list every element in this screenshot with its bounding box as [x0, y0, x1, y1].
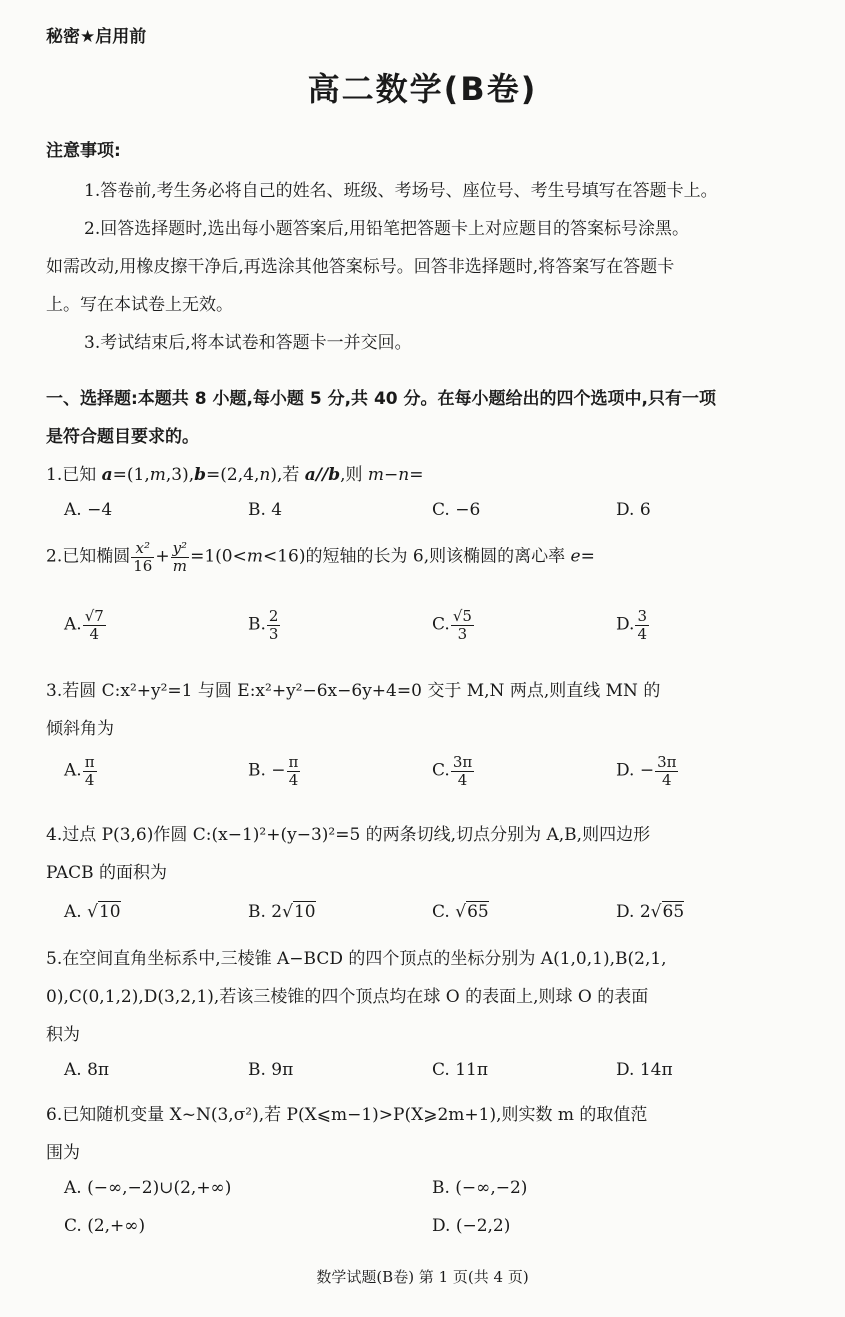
var-m: m [367, 465, 385, 485]
plus: + [155, 546, 170, 567]
q5-option-c: C. 11π [432, 1060, 489, 1080]
option-label: B. − [248, 760, 286, 781]
q1-option-c: C. −6 [432, 500, 481, 520]
q2-option-c [432, 608, 475, 642]
numerator: 3 [637, 607, 647, 625]
sqrt-icon: √ [650, 902, 662, 922]
option-label: C. [432, 614, 450, 635]
q6-option-d: D. (−2,2) [432, 1216, 511, 1236]
q1-option-a: A. −4 [64, 500, 113, 520]
equals: = [580, 546, 595, 567]
parallel-sign: // [315, 465, 329, 485]
notice-item-1: 1.答卷前,考生务必将自己的姓名、班级、考场号、座位号、考生号填写在答题卡上。 [84, 181, 718, 201]
question-5-line-1: 5.在空间直角坐标系中,三棱锥 A−BCD 的四个顶点的坐标分别为 A(1,0,1),B(2,1, [46, 949, 667, 969]
text: ,则 [340, 465, 368, 485]
text: =1(0< [190, 546, 247, 567]
q2-option-d [616, 608, 650, 642]
radicand: 65 [467, 902, 489, 922]
numerator: √5 [452, 607, 472, 625]
radicand: 10 [98, 902, 121, 922]
numerator: π [288, 753, 299, 771]
var-m: m [246, 546, 263, 567]
q4-option-c [432, 902, 489, 922]
notice-item-2-line-1: 2.回答选择题时,选出每小题答案后,用铅笔把答题卡上对应题目的答案标号涂黑。 [84, 219, 690, 239]
option-label: B. [248, 614, 266, 635]
question-5-line-3: 积为 [46, 1025, 80, 1045]
text: 1.已知 [46, 465, 102, 485]
q3-option-c [432, 754, 475, 788]
q6-option-c: C. (2,+∞) [64, 1216, 146, 1236]
numerator: 3π [452, 753, 473, 771]
question-2-stem [46, 540, 595, 574]
q2-option-b [248, 608, 281, 642]
numerator: y² [172, 539, 188, 557]
notice-item-2-line-3: 上。写在本试卷上无效。 [46, 295, 233, 315]
q2-option-a [64, 608, 107, 642]
question-6-line-2: 围为 [46, 1143, 80, 1163]
fraction-y2-m [171, 540, 190, 574]
q3-option-d [616, 754, 679, 788]
page-footer: 数学试题(B卷) 第 1 页(共 4 页) [316, 1268, 529, 1286]
text: ,3), [165, 465, 195, 485]
vector-b: b [328, 465, 341, 485]
numerator: π [84, 753, 95, 771]
option-label: C. [432, 760, 450, 781]
fraction-x2-16 [131, 540, 154, 574]
denominator: 3 [268, 624, 279, 643]
q1-option-b: B. 4 [248, 500, 283, 520]
numerator: x² [131, 540, 154, 558]
notice-item-3: 3.考试结束后,将本试卷和答题卡一并交回。 [84, 333, 412, 353]
denominator: 3 [457, 624, 468, 643]
denominator: 4 [637, 624, 647, 643]
var-e: e [570, 546, 581, 567]
text: =(2,4, [206, 465, 260, 485]
text: ),若 [270, 465, 305, 485]
text: <16)的短轴的长为 6,则该椭圆的离心率 [262, 546, 571, 567]
q6-option-b: B. (−∞,−2) [432, 1178, 528, 1198]
text: =(1, [112, 465, 150, 485]
denominator: m [172, 556, 187, 575]
denominator: 4 [288, 770, 299, 789]
vector-a: a [101, 465, 113, 485]
sqrt-icon: √ [87, 902, 98, 922]
question-3-line-1: 3.若圆 C:x²+y²=1 与圆 E:x²+y²−6x−6y+4=0 交于 M,N 两点,则直线 MN 的 [46, 681, 661, 701]
notice-heading: 注意事项: [46, 141, 121, 161]
question-3-line-2: 倾斜角为 [46, 719, 114, 739]
question-6-line-1: 6.已知随机变量 X~N(3,σ²),若 P(X⩽m−1)>P(X⩾2m+1),则实数 m 的取值范 [46, 1105, 648, 1125]
question-1-stem [46, 460, 423, 485]
q4-option-d [616, 902, 684, 922]
option-label: B. 2 [248, 902, 283, 922]
numerator: 2 [268, 607, 279, 625]
q3-option-b [248, 754, 301, 788]
question-4-line-2: PACB 的面积为 [46, 863, 168, 883]
q5-option-d: D. 14π [616, 1060, 673, 1080]
denominator: 4 [84, 770, 95, 789]
option-label: D. − [616, 760, 655, 781]
q4-option-a [64, 902, 121, 922]
page-title: 高二数学(B卷) [307, 70, 538, 108]
vector-a: a [304, 465, 316, 485]
denominator: 4 [89, 624, 100, 643]
section-heading-line-1: 一、选择题:本题共 8 小题,每小题 5 分,共 40 分。在每小题给出的四个选项中,只有一项 [46, 389, 716, 409]
text: 2.已知椭圆 [46, 546, 131, 567]
option-label: D. 2 [616, 902, 651, 922]
sqrt-icon: √ [282, 902, 293, 922]
option-label: C. [432, 902, 456, 922]
section-heading-line-2: 是符合题目要求的。 [46, 427, 199, 447]
q5-option-b: B. 9π [248, 1060, 294, 1080]
numerator: 3π [657, 753, 677, 771]
var-n: n [259, 465, 271, 485]
q5-option-a: A. 8π [64, 1060, 110, 1080]
q3-option-a [64, 754, 98, 788]
vector-b: b [194, 465, 207, 485]
secret-label: 秘密★启用前 [46, 27, 147, 47]
radicand: 65 [662, 902, 685, 922]
sqrt-icon: √ [455, 902, 467, 922]
var-m: m [149, 465, 166, 485]
notice-item-2-line-2: 如需改动,用橡皮擦干净后,再选涂其他答案标号。回答非选择题时,将答案写在答题卡 [46, 257, 675, 277]
denominator: 16 [133, 556, 153, 575]
q6-option-a: A. (−∞,−2)∪(2,+∞) [64, 1178, 232, 1198]
option-label: A. [64, 760, 82, 781]
option-label: A. [64, 614, 82, 635]
equals: = [409, 465, 424, 485]
question-5-line-2: 0),C(0,1,2),D(3,2,1),若该三棱锥的四个顶点均在球 O 的表面上,则球 O 的表面 [46, 987, 649, 1007]
var-n: n [398, 465, 410, 485]
question-4-line-1: 4.过点 P(3,6)作圆 C:(x−1)²+(y−3)²=5 的两条切线,切点分别为 A,B,则四边形 [46, 825, 651, 845]
minus: − [384, 465, 399, 485]
option-label: D. [616, 614, 635, 635]
numerator: √7 [84, 607, 104, 625]
q1-option-d: D. 6 [616, 500, 651, 520]
option-label: A. [64, 902, 88, 922]
q4-option-b [248, 902, 316, 922]
radicand: 10 [293, 902, 316, 922]
denominator: 4 [662, 770, 672, 789]
denominator: 4 [457, 770, 468, 789]
